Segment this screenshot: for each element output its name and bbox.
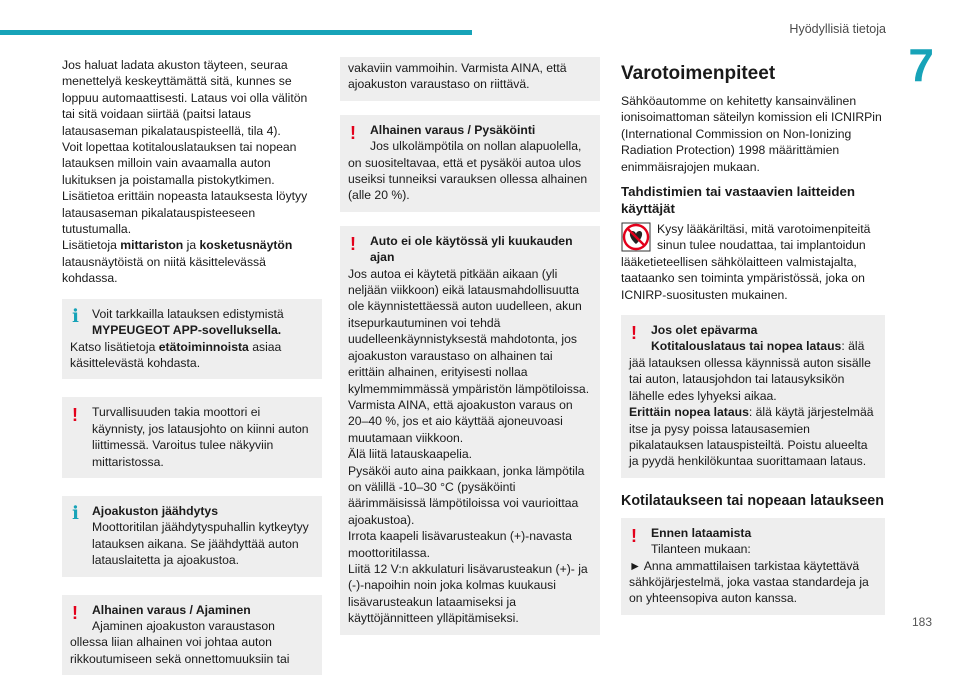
warning-box-text: Pysäköi auto aina paikkaan, jonka lämpötila on välillä -10–30 °C (pysäköinti äärimmäisissä lämpötiloissa voi vaurioittaa ajoakustoa). (348, 463, 585, 527)
warning-box (340, 115, 600, 212)
warning-box-title: Auto ei ole käytössä yli kuukauden ajan (370, 233, 573, 265)
info-box-line: MYPEUGEOT APP-sovelluksella. (92, 323, 282, 338)
paragraph: Voit lopettaa kotitalouslatauksen tai nopean latauksen milloin vain avaamalla auton lukituksen ja poistamalla pistokytkimen. (62, 140, 297, 187)
warning-box-text: Älä liitä latauskaapelia. (348, 447, 472, 462)
paragraph: Kysy lääkäriltäsi, mitä varotoimenpiteitä sinun tulee noudattaa, tai implantoidun lääketieteellisen sähkölaitteen valmistajalta, taataanko sen toiminta ympäristössä, joka on ICNIRP-suositusten mukainen. (621, 222, 871, 302)
warning-icon: ! (72, 405, 78, 426)
warning-box-title: Jos olet epävarma (651, 323, 758, 338)
subsection-heading: Tahdistimien tai vastaavien laitteiden käyttäjät (621, 184, 856, 217)
warning-box (340, 226, 600, 635)
info-icon: ℹ (72, 502, 79, 524)
info-box-line: Voit tarkkailla latauksen edistymistä (92, 306, 284, 321)
warning-box-text: Kotitalouslataus tai nopea lataus: älä jää latauksen ollessa käynnissä auton sisälle tai auton, latausjohdon tai latausyksikön lähelle edes lyhyeksi aikaa. (629, 339, 871, 403)
warning-box-title: Ennen lataamista (651, 525, 752, 540)
warning-box-text: Jos autoa ei käytetä pitkään aikaan (yli neljään viikkoon) eikä latausmahdollisuutta ole käynnistettäessä auton uudelleen, akun itsepurkautuminen voi tehdä uudelleenkäynnistyksestä mahdotonta, jos ajoakuston varaustaso on alhainen tai erittäin alhainen, erityisesti nollaa kylmemmimmässä ympäristön lämpötiloissa. Varmista AINA, että ajoakuston varaus on 20–40 %, jos et aio käyttää ajoneuvoasi muutamaan viikkoon. (348, 266, 590, 445)
warning-box-title: Alhainen varaus / Ajaminen (92, 602, 251, 617)
warning-box-text: on suositeltavaa, että et pysäköi autoa ulos useiksi tunneiksi varauksen ollessa alhainen (alle 20 %). (348, 155, 588, 203)
warning-box-line: Turvallisuuden takia moottori ei (92, 405, 261, 420)
section-heading: Kotilataukseen tai nopeaan lataukseen (621, 492, 884, 509)
warning-box-title: Alhainen varaus / Pysäköinti (370, 122, 536, 137)
link-instrument-panel: mittariston (120, 238, 184, 253)
section-heading: Varotoimenpiteet (621, 63, 776, 84)
warning-box-text: Irrota kaapeli lisävarusteakun (+)-navasta moottoritilassa. (348, 529, 572, 560)
warning-box (621, 518, 885, 615)
pacemaker-notice (621, 221, 885, 303)
warning-box-text: käynnisty, jos latausjohto on kiinni auton liittimessä. Varoitus tulee näkyviin mittaristossa. (92, 421, 309, 469)
warning-box-line: Ajaminen ajoakuston varaustason (92, 618, 275, 633)
warning-box (62, 595, 322, 675)
warning-box-text: ollessa liian alhainen voi johtaa auton rikkoutumiseen sekä onnettomuuksiin tai (70, 635, 290, 666)
paragraph: Sähköautomme on kehitetty kansainvälinen ionisoimattoman säteilyn komission eli ICNIRPin (International Commission on Non-Ionizing Radiation Protection) 1998 määrittämien enimmäisrajojen mukaan. (621, 94, 882, 174)
link-touchscreen: kosketusnäytön (199, 238, 293, 253)
warning-box-text: Liitä 12 V:n akkulaturi lisävarusteakun (+)- ja (-)-napoihin noin joka kolmas kuukausi lisävarusteakun lataamiseksi ja käyttöjännitteen ylläpitämiseksi. (348, 561, 588, 626)
top-accent-bar (0, 30, 472, 35)
info-box-title: Ajoakuston jäähdytys (92, 503, 218, 518)
warning-box-line: Tilanteen mukaan: (651, 542, 751, 557)
column-left (62, 57, 322, 675)
info-box (62, 299, 322, 380)
column-right (621, 57, 885, 615)
warning-icon: ! (631, 323, 637, 344)
warning-box-text: vakaviin vammoihin. Varmista AINA, että ajoakuston varaustaso on riittävä. (348, 61, 567, 92)
pacemaker-prohibited-icon (621, 222, 651, 252)
warning-icon: ! (72, 602, 78, 623)
warning-box-continued (340, 57, 600, 101)
warning-box-text: Erittäin nopea lataus: älä käytä järjestelmää itse ja pysy poissa latausasemien pikalatauksen latauspisteiltä. Poistu alueelta ja pyydä henkilökuntaa suorittamaan lataus. (629, 405, 874, 469)
info-box-text: Katso lisätietoja etätoiminnoista asiaa käsittelevästä kohdasta. (70, 339, 282, 370)
warning-icon: ! (350, 233, 356, 254)
warning-icon: ! (631, 525, 637, 546)
paragraph: Lisätietoa erittäin nopeasta latauksesta löytyy latausaseman pikalatauspisteeseen tutustumalla. (62, 189, 308, 237)
warning-box (621, 315, 885, 478)
paragraph: Lisätietoja mittariston ja kosketusnäytön latausnäytöistä on niitä käsittelevässä kohdassa. (62, 238, 293, 286)
info-icon: ℹ (72, 305, 79, 327)
warning-box-line: Jos ulkolämpötila on nollan alapuolella, (370, 139, 582, 154)
warning-box-text: ► Anna ammattilaisen tarkistaa käytettävä sähköjärjestelmä, joka vastaa standardeja ja on yhteensopiva auton kanssa. (629, 558, 869, 606)
info-box-text: Moottoritilan jäähdytyspuhallin kytkeytyy latauksen aikana. Se jäähdyttää auton latauslaitetta ja ajoakustoa. (92, 520, 309, 568)
paragraph: Jos haluat ladata akuston täyteen, seuraa menettelyä keskeyttämättä sitä, kunnes se loppuu automaattisesti. Lataus voi olla välitön tai sitä voidaan siirtää (paitsi lataus latausaseman pikalatauspisteellä, tila 4). (62, 58, 308, 138)
warning-icon: ! (350, 122, 356, 143)
column-middle (340, 57, 600, 635)
info-box (62, 496, 322, 577)
page-number: 183 (911, 615, 932, 629)
warning-box (62, 397, 322, 478)
running-header: Hyödyllisiä tietoja (789, 22, 886, 36)
chapter-number: 7 (908, 39, 934, 91)
